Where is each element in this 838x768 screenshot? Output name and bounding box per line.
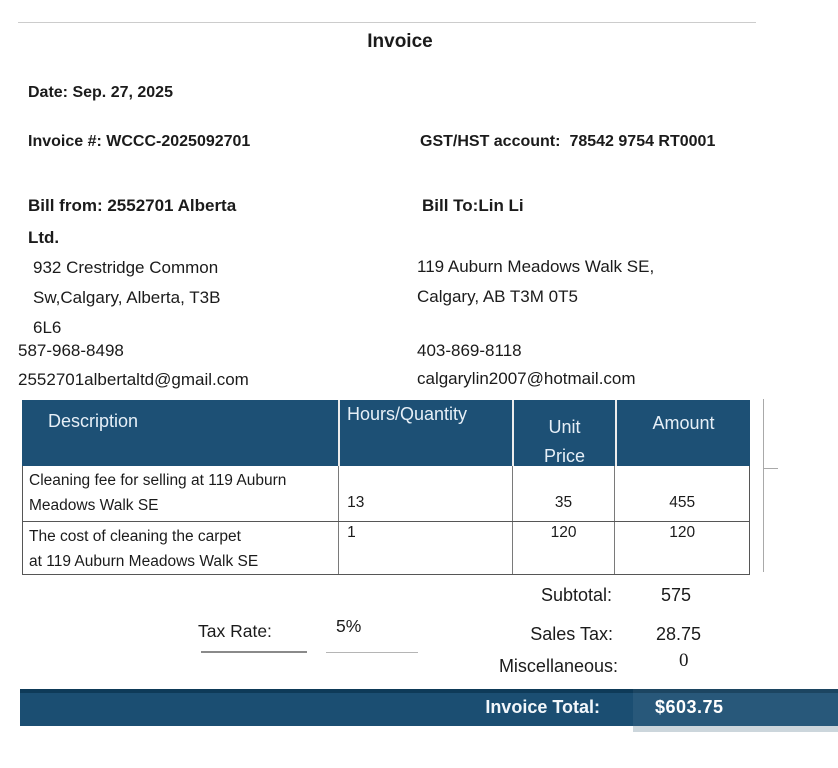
row-description [23,522,338,574]
bill-from-address-line2: Sw,Calgary, Alberta, T3B [33,288,221,307]
invoice-date: Date: Sep. 27, 2025 [28,84,173,101]
gst-account-line [420,133,715,151]
scan-artifact-vertical-line [763,399,764,572]
tax-rate-label: Tax Rate: [198,621,272,641]
row-unit-price: 120 [512,522,615,574]
invoice-total-label: Invoice Total: [485,697,600,717]
bill-from-heading: Bill from: 2552701 Alberta [28,196,237,215]
row-description-line1: The cost of cleaning the carpet [29,528,241,545]
header-unit-price [512,400,615,466]
page-title: Invoice [367,31,433,52]
bill-to-heading: Bill To:Lin Li [422,196,524,215]
invoice-number: Invoice #: WCCC-2025092701 [28,133,251,150]
subtotal-value: 575 [661,585,692,605]
miscellaneous-label: Miscellaneous: [498,656,618,676]
table-row [23,466,749,521]
invoice-total-bar-bottom-strip [633,726,838,732]
tax-rate-value: 5% [336,616,362,636]
bill-from-phone: 587-968-8498 [18,341,124,360]
bill-from-address-line1: 932 Crestridge Common [33,258,219,277]
scan-artifact-tick [764,468,778,469]
gst-account-label: GST/HST account: [420,133,561,150]
row-description-line2: Meadows Walk SE [29,497,159,514]
tax-rate-label-underline [201,651,307,653]
bill-to-email: calgarylin2007@hotmail.com [417,369,636,388]
bill-from-address-line3: 6L6 [33,318,62,337]
table-header-row [22,400,750,466]
scanned-page-top-edge [18,22,756,23]
gst-account-value: 78542 9754 RT0001 [569,133,716,150]
subtotal-label: Subtotal: [540,585,612,605]
row-unit-price: 35 [512,466,615,521]
bill-to-address-line1: 119 Auburn Meadows Walk SE, [417,257,655,276]
header-amount: Amount [615,400,750,466]
miscellaneous-value: 0 [679,650,689,671]
row-description-line2: at 119 Auburn Meadows Walk SE [29,553,259,570]
invoice-total-value: $603.75 [655,697,724,717]
row-amount: 120 [614,522,749,574]
row-description [23,466,338,521]
row-quantity: 1 [338,522,512,574]
tax-rate-value-underline [326,652,418,653]
bill-to-phone: 403-869-8118 [417,341,522,360]
line-items-table [22,400,750,575]
header-hours-quantity: Hours/Quantity [338,400,512,466]
table-row [23,521,749,574]
row-quantity: 13 [338,466,512,521]
header-unit-price-line2: Price [543,446,585,466]
table-body [22,466,750,575]
row-description-line1: Cleaning fee for selling at 119 Auburn [29,472,287,489]
bill-from-email: 2552701albertaltd@gmail.com [18,370,249,389]
bill-to-address-line2: Calgary, AB T3M 0T5 [417,287,578,306]
sales-tax-label: Sales Tax: [530,624,613,644]
sales-tax-value: 28.75 [656,624,702,644]
bill-from-heading-line2: Ltd. [28,228,60,247]
header-description: Description [48,411,139,431]
row-amount: 455 [614,466,749,521]
header-unit-price-line1: Unit [548,417,581,437]
